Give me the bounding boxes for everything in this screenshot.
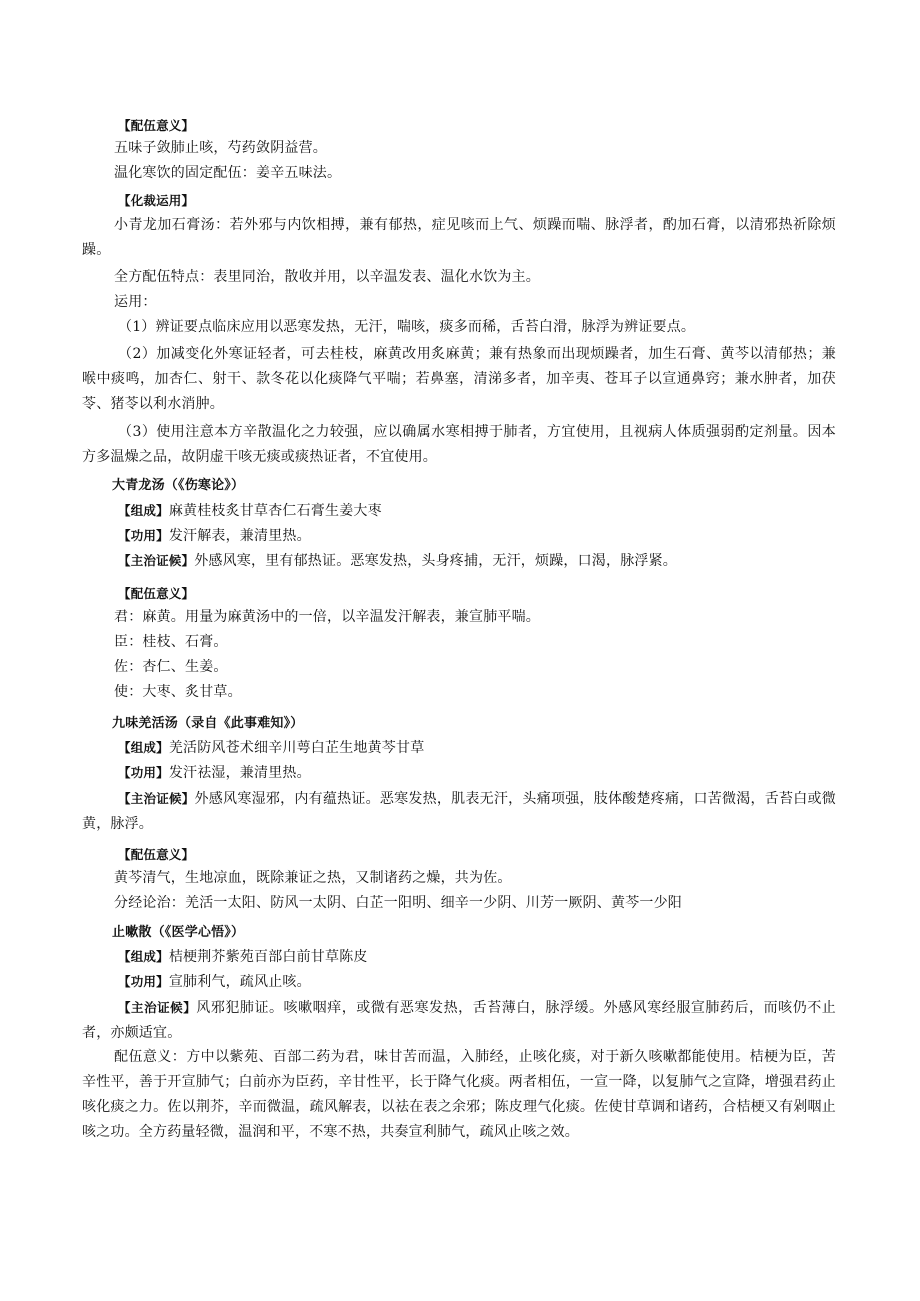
- gongyong-row: [118, 527, 311, 545]
- zucheng-text: 麻黄桂枝炙甘草杏仁石膏生姜大枣: [168, 503, 382, 519]
- section-heading-peiwu: 【配伍意义】: [118, 118, 195, 133]
- zhuzhi-row-4: [82, 995, 836, 1046]
- section-heading-huacai: 【化裁运用】: [118, 193, 195, 208]
- zucheng-text-3: 羌活防风苍术细辛川萼白芷生地黄芩甘草: [168, 740, 425, 756]
- zhuzhi-text: 外感风寒，里有郁热证。恶寒发热，头身疼捕，无汗，烦躁，口渴，脉浮紧。: [194, 553, 678, 569]
- yunyong-item-1: （1）辨证要点临床应用以恶寒发热，无汗，喘咳，痰多而稀，舌苔白滑，脉浮为辨证要点。: [118, 319, 696, 335]
- yunyong-item-3: （3）使用注意本方辛散温化之力较强，应以确属水寒相搏于肺者，方宜使用，且视病人体质强弱酌定剂量。因本方多温燥之品，故阴虚干咳无痰或痰热证者，不宜使用。: [82, 424, 836, 465]
- zucheng-tag-4: 【组成】: [118, 949, 169, 964]
- gongyong-text: 发汗解表，兼清里热。: [168, 528, 311, 544]
- peiwu-line-3-1: 黄芩清气，生地凉血，既除兼证之热，又制诸药之燥，共为佐。: [114, 870, 512, 886]
- zhuzhi-tag-3: 【主治证候】: [118, 791, 195, 806]
- gongyong-tag-3: 【功用】: [118, 765, 169, 780]
- peiwu-paragraph-4: 配伍意义：方中以紫苑、百部二药为君，味甘苦而温，入肺经，止咳化痰，对于新久咳嗽都能使用。桔梗为臣，苦辛性平，善于开宣肺气；白前亦为臣药，辛甘性平，长于降气化痰。两者相伍，一宣一降，以复肺气之宣降，增强君药止咳化痰之力。佐以荆芥，辛而微温，疏风解表，以祛在表之余邪；陈皮理气化痰。佐使甘草调和诸药，合桔梗又有剁咽止咳之功。全方药量轻微，温润和平，不寒不热，共奏宣利肺气，疏风止咳之效。: [82, 1049, 836, 1140]
- peiwu-jun: 君：麻黄。用量为麻黄汤中的一倍，以辛温发汗解表，兼宣肺平喘。: [114, 609, 540, 625]
- gongyong-text-4: 宣肺利气，疏风止咳。: [168, 974, 311, 990]
- zucheng-tag-3: 【组成】: [118, 740, 169, 755]
- peiwu-line-2: 温化寒饮的固定配伍：姜辛五味法。: [114, 165, 342, 181]
- formula-title-daqinglong: 大青龙汤（《伤寒论》）: [112, 478, 245, 493]
- formula-title-zhisou: 止嗽散（《医学心悟》）: [112, 925, 245, 940]
- zucheng-row: [118, 502, 382, 520]
- zucheng-tag: 【组成】: [118, 503, 169, 518]
- zhuzhi-text-4: 风邪犯肺证。咳嗽咽痒，或微有恶寒发热，舌苔薄白，脉浮缓。外感风寒经服宣肺药后，而咳仍不止者，亦颇适宜。: [82, 1000, 836, 1041]
- huacai-line-2: 全方配伍特点：表里同治，散收并用，以辛温发表、温化水饮为主。: [114, 269, 540, 285]
- zhuzhi-tag-4: 【主治证候】: [118, 1000, 197, 1015]
- zhuzhi-text-3: 外感风寒湿邪，内有蕴热证。恶寒发热，肌表无汗，头痛项强，肢体酸楚疼痛，口苦微渴，舌苔白或微黄，脉浮。: [82, 791, 837, 832]
- section-heading-peiwu-3: 【配伍意义】: [118, 847, 195, 862]
- gongyong-row-4: [118, 973, 311, 991]
- huacai-line-3: 运用：: [114, 294, 157, 310]
- zhuzhi-tag: 【主治证候】: [118, 553, 195, 568]
- yunyong-item-2: （2）加减变化外寒证轻者，可去桂枝，麻黄改用炙麻黄；兼有热象而出现烦躁者，加生石膏、黄芩以清郁热；兼喉中痰鸣，加杏仁、射干、款冬花以化痰降气平喘；若鼻塞，清涕多者，加辛夷、苍耳子以宣通鼻窍；兼水肿者，加茯苓、猪苓以利水消肿。: [82, 346, 836, 412]
- zucheng-text-4: 桔梗荆芥紫苑百部白前甘草陈皮: [168, 949, 368, 965]
- peiwu-line-3-2: 分经论治：羌活一太阳、防风一太阴、白芷一阳明、细辛一少阴、川芳一厥阴、黄芩一少阳: [114, 895, 682, 911]
- zhuzhi-row-3: [82, 786, 836, 837]
- gongyong-tag: 【功用】: [118, 528, 169, 543]
- formula-title-jiuweiqianghuo: 九味羌活汤（录自《此事难知》）: [112, 716, 304, 731]
- gongyong-tag-4: 【功用】: [118, 974, 169, 989]
- peiwu-shi: 使：大枣、炙甘草。: [114, 684, 242, 700]
- zucheng-row-4: [118, 948, 368, 966]
- zucheng-row-3: [118, 739, 424, 757]
- huacai-paragraph-1: 小青龙加石膏汤：若外邪与内饮相搏，兼有郁热，症见咳而上气、烦躁而喘、脉浮者，酌加石膏，以清邪热祈除烦躁。: [82, 217, 836, 258]
- zhuzhi-row: [118, 552, 677, 570]
- gongyong-row-3: [118, 764, 311, 782]
- peiwu-zuo: 佐：杏仁、生姜。: [114, 659, 228, 675]
- peiwu-line-1: 五味子敛肺止咳，芍药敛阴益营。: [114, 140, 327, 156]
- peiwu-chen: 臣：桂枝、石膏。: [114, 634, 228, 650]
- section-heading-peiwu-2: 【配伍意义】: [118, 586, 195, 601]
- gongyong-text-3: 发汗祛湿，兼清里热。: [168, 765, 311, 781]
